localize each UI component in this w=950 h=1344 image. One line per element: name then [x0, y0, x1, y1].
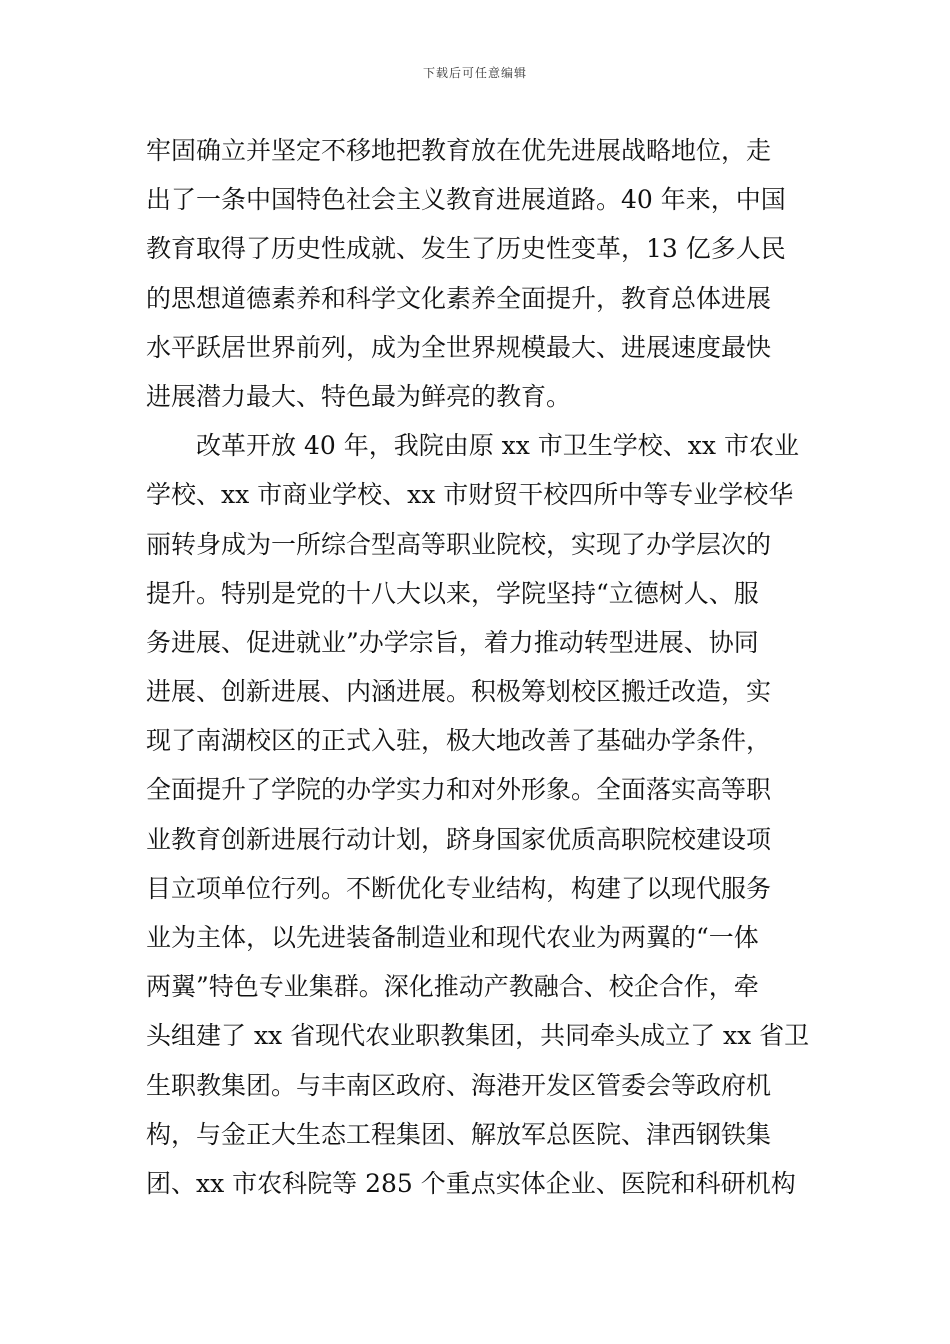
text-line: 进展潜力最大、特色最为鲜亮的教育。	[146, 381, 572, 411]
paragraph-2	[146, 421, 810, 1208]
text-line: 务进展、促进就业”办学宗旨，着力推动转型进展、协同	[146, 627, 759, 657]
text-line: 学校、xx 市商业学校、xx 市财贸干校四所中等专业学校华	[146, 480, 794, 510]
document-body	[146, 126, 810, 1208]
text-line: 出了一条中国特色社会主义教育进展道路。40 年来，中国	[146, 185, 786, 215]
text-line: 全面提升了学院的办学实力和对外形象。全面落实高等职	[146, 775, 772, 805]
text-line: 两翼”特色专业集群。深化推动产教融合、校企合作，牵	[146, 972, 759, 1002]
text-line: 水平跃居世界前列，成为全世界规模最大、进展速度最快	[146, 332, 772, 362]
text-line: 的思想道德素养和科学文化素养全面提升，教育总体进展	[146, 283, 772, 313]
page-header: 下载后可任意编辑	[422, 66, 527, 80]
text-line: 牢固确立并坚定不移地把教育放在优先进展战略地位，走	[146, 136, 772, 165]
text-line: 业教育创新进展行动计划，跻身国家优质高职院校建设项	[146, 824, 772, 854]
text-line: 目立项单位行列。不断优化专业结构，构建了以现代服务	[146, 873, 772, 903]
text-line: 头组建了 xx 省现代农业职教集团，共同牵头成立了 xx 省卫	[146, 1021, 810, 1051]
text-line: 构，与金正大生态工程集团、解放军总医院、津西钢铁集	[146, 1119, 772, 1149]
text-line: 团、xx 市农科院等 285 个重点实体企业、医院和科研机构	[146, 1168, 796, 1198]
text-line: 丽转身成为一所综合型高等职业院校，实现了办学层次的	[146, 529, 772, 559]
text-line: 生职教集团。与丰南区政府、海港开发区管委会等政府机	[146, 1070, 772, 1100]
text-line: 进展、创新进展、内涵进展。积极筹划校区搬迁改造，实	[146, 677, 772, 707]
paragraph-1	[146, 126, 810, 421]
text-line: 现了南湖校区的正式入驻，极大地改善了基础办学条件，	[146, 726, 772, 756]
text-line: 业为主体，以先进装备制造业和现代农业为两翼的“一体	[146, 923, 759, 952]
text-line: 提升。特别是党的十八大以来，学院坚持“立德树人、服	[146, 578, 759, 608]
text-line: 教育取得了历史性成就、发生了历史性变革，13 亿多人民	[146, 234, 786, 264]
text-line: 改革开放 40 年，我院由原 xx 市卫生学校、xx 市农业	[196, 431, 799, 461]
